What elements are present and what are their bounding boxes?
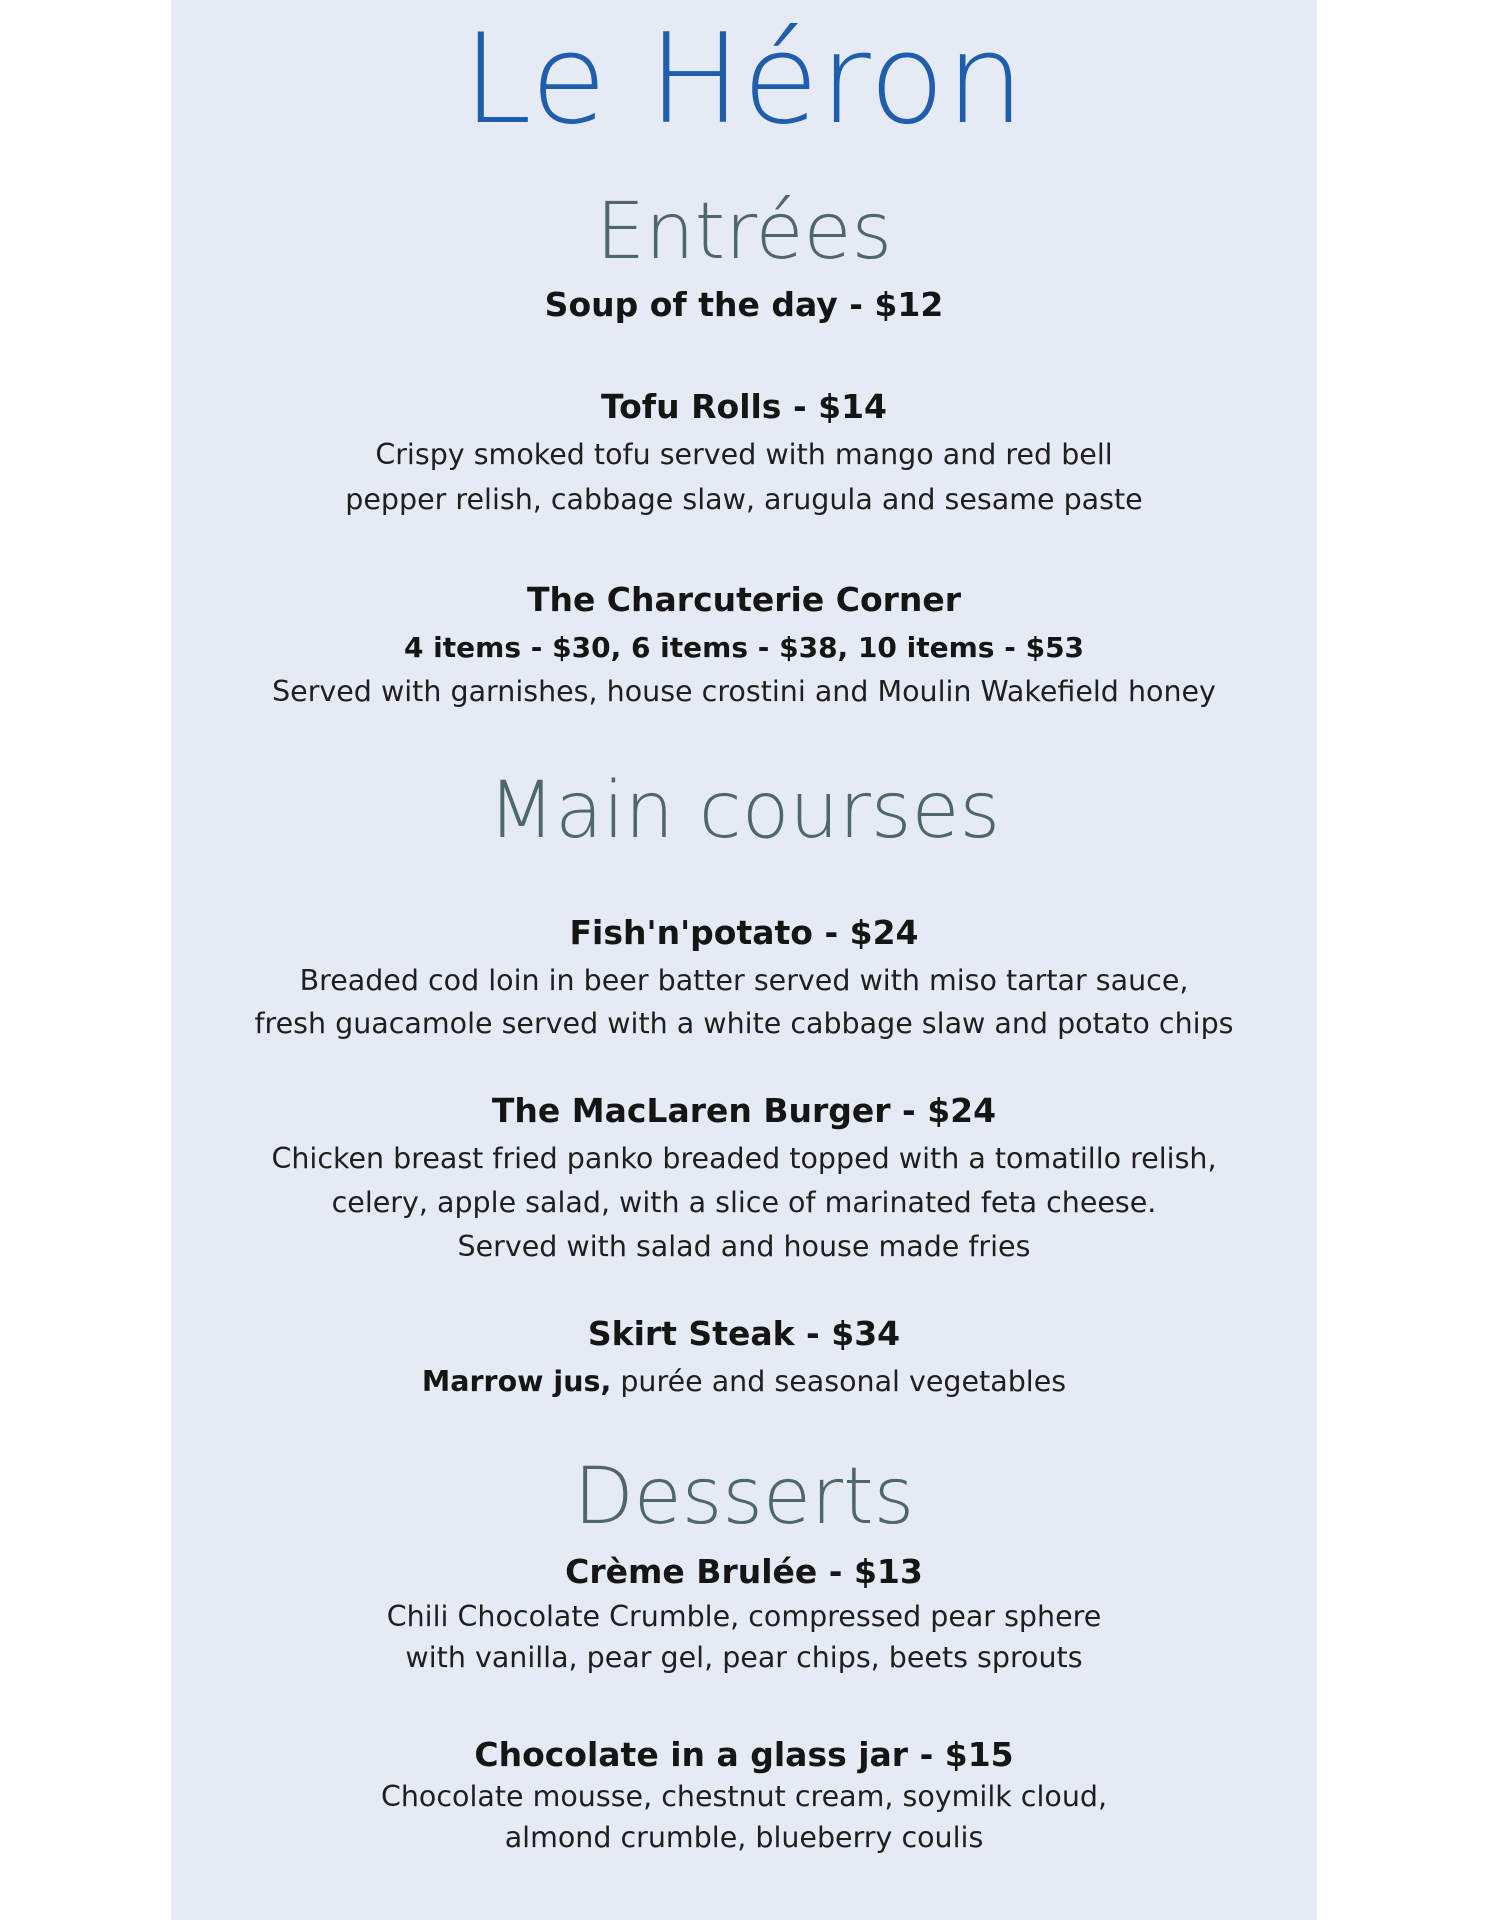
dish-desc-burger-3: Served with salad and house made fries bbox=[457, 1230, 1031, 1263]
dish-desc-creme-1: Chili Chocolate Crumble, compressed pear sphere bbox=[386, 1600, 1102, 1633]
dish-name-burger: The MacLaren Burger - $24 bbox=[491, 1091, 997, 1130]
dish-desc-fish-2: fresh guacamole served with a white cabbage slaw and potato chips bbox=[254, 1007, 1234, 1040]
dish-desc-steak-rest: purée and seasonal vegetables bbox=[611, 1365, 1067, 1398]
dish-name-fish: Fish'n'potato - $24 bbox=[569, 913, 919, 952]
dish-prices-charcuterie: 4 items - $30, 6 items - $38, 10 items - $53 bbox=[403, 631, 1085, 664]
dish-desc-burger-2: celery, apple salad, with a slice of marinated feta cheese. bbox=[331, 1186, 1157, 1219]
dish-desc-burger-1: Chicken breast fried panko breaded topped with a tomatillo relish, bbox=[271, 1142, 1217, 1175]
menu-content bbox=[171, 0, 1317, 1920]
restaurant-title: Le Héron bbox=[462, 8, 1026, 152]
dish-desc-creme-2: with vanilla, pear gel, pear chips, beets sprouts bbox=[405, 1641, 1083, 1674]
dish-desc-chocolate-1: Chocolate mousse, chestnut cream, soymilk cloud, bbox=[380, 1780, 1108, 1813]
section-title-desserts: Desserts bbox=[573, 1452, 915, 1542]
dish-name-skirt-steak: Skirt Steak - $34 bbox=[587, 1314, 901, 1353]
dish-desc-charcuterie-1: Served with garnishes, house crostini and Moulin Wakefield honey bbox=[272, 675, 1216, 708]
dish-name-soup: Soup of the day - $12 bbox=[544, 285, 944, 324]
dish-desc-fish-1: Breaded cod loin in beer batter served with miso tartar sauce, bbox=[299, 964, 1189, 997]
dish-desc-steak bbox=[171, 1365, 1317, 1398]
section-title-entrees: Entrées bbox=[595, 187, 893, 277]
dish-name-chocolate-jar: Chocolate in a glass jar - $15 bbox=[474, 1735, 1014, 1774]
dish-name-creme-brulee: Crème Brulée - $13 bbox=[565, 1552, 923, 1591]
dish-name-tofu-rolls: Tofu Rolls - $14 bbox=[600, 387, 888, 426]
dish-desc-chocolate-2: almond crumble, blueberry coulis bbox=[504, 1821, 984, 1854]
dish-desc-tofu-1: Crispy smoked tofu served with mango and red bell bbox=[375, 438, 1113, 471]
dish-desc-tofu-2: pepper relish, cabbage slaw, arugula and sesame paste bbox=[345, 483, 1143, 516]
dish-desc-steak-bold: Marrow jus, bbox=[421, 1365, 612, 1398]
section-title-main-courses: Main courses bbox=[487, 766, 1001, 856]
dish-name-charcuterie: The Charcuterie Corner bbox=[526, 580, 962, 619]
